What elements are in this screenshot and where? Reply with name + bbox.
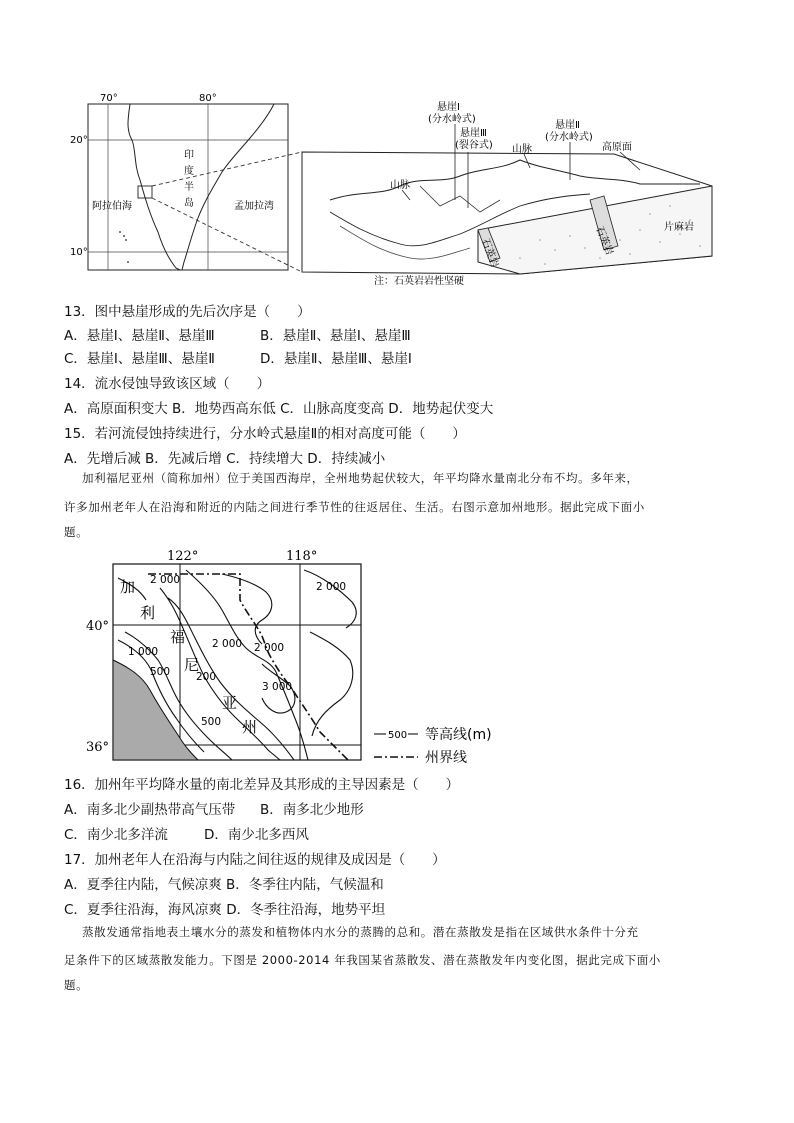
label-cliff2-title: 悬崖Ⅱ (555, 120, 580, 131)
q17-stem: 17．加州老年人在沿海与内陆之间往返的规律及成因是（ ） (64, 852, 446, 868)
contour-500-a: 500 (150, 666, 171, 678)
figure-india-cliffs (0, 0, 794, 300)
label-lat-40: 40° (86, 619, 110, 634)
q16-option-c[interactable]: C．南少北多洋流 (64, 827, 168, 843)
ca-name-2: 利 (140, 604, 156, 622)
label-cliff2-sub: (分水岭式) (545, 132, 593, 143)
label-lon-70: 70° (100, 93, 118, 104)
label-mountain-1: 山脉 (390, 180, 410, 191)
q13-option-c[interactable]: C．悬崖Ⅰ、悬崖Ⅲ、悬崖Ⅱ (64, 351, 215, 367)
contour-3000: 3 000 (262, 681, 293, 693)
label-india-3: 半 (184, 182, 194, 193)
contour-500-b: 500 (201, 716, 222, 728)
label-india-4: 岛 (184, 198, 194, 209)
label-cliff1-sub: (分水岭式) (428, 114, 476, 125)
label-gneiss: 片麻岩 (664, 222, 694, 233)
label-india-1: 印 (184, 150, 194, 161)
contour-2000-b: 2 000 (316, 581, 347, 593)
legend-contour-label: 等高线(m) (425, 727, 492, 743)
label-lon-80: 80° (199, 93, 217, 104)
q14-stem: 14．流水侵蚀导致该区域（ ） (64, 376, 271, 392)
q16-option-d[interactable]: D．南少北多西风 (204, 827, 309, 843)
figure-california-map (0, 540, 794, 770)
label-lat-36: 36° (86, 740, 110, 755)
map-legend (374, 726, 492, 766)
ca-name-1: 加 (120, 578, 136, 596)
label-lat-10: 10° (70, 247, 88, 258)
label-bengal-bay: 孟加拉湾 (234, 201, 274, 212)
label-cliff1-title: 悬崖Ⅰ (437, 102, 460, 113)
para2-line3: 题。 (64, 978, 89, 992)
label-india-2: 度 (184, 166, 194, 177)
contour-2000-c: 2 000 (212, 638, 243, 650)
contour-2000-d: 2 000 (254, 642, 285, 654)
q14-options[interactable]: A．高原面积变大 B．地势西高东低 C．山脉高度变高 D．地势起伏变大 (64, 401, 494, 417)
para1-line3: 题。 (64, 525, 89, 539)
ca-name-3: 福 (170, 628, 186, 646)
label-cliff3-title: 悬崖Ⅲ (460, 128, 487, 139)
ca-name-5: 亚 (222, 694, 238, 712)
q13-option-d[interactable]: D．悬崖Ⅱ、悬崖Ⅲ、悬崖Ⅰ (260, 351, 412, 367)
contour-2000-a: 2 000 (150, 574, 181, 586)
ca-name-6: 州 (242, 718, 258, 736)
block-diagram (302, 124, 712, 274)
q15-options[interactable]: A．先增后减 B．先减后增 C．持续增大 D．持续减小 (64, 451, 386, 467)
figure-note: 注：石英岩岩性坚硬 (374, 276, 464, 287)
label-quartzite-1: 石英岩 (479, 237, 500, 270)
label-cliff3-sub: (裂谷式) (455, 140, 493, 151)
label-lat-20: 20° (70, 135, 88, 146)
legend-boundary-label: 州界线 (425, 750, 467, 766)
ca-name-4: 尼 (184, 656, 200, 674)
label-lon-122: 122° (167, 549, 199, 564)
para2-line2: 足条件下的区域蒸散发能力。下图是 2000-2014 年我国某省蒸散发、潜在蒸散发年内变化图，据此完成下面小 (64, 953, 661, 967)
q16-stem: 16．加州年平均降水量的南北差异及其形成的主导因素是（ ） (64, 777, 460, 793)
contour-1000: 1 000 (128, 646, 159, 658)
para1-line1: 加利福尼亚州（简称加州）位于美国西海岸，全州地势起伏较大，年平均降水量南北分布不均。多年来， (82, 471, 639, 485)
contour-200: 200 (196, 671, 217, 683)
q17-options-ab[interactable]: A．夏季往内陆，气候凉爽 B．冬季往内陆，气候温和 (64, 877, 384, 893)
label-quartzite-2: 石英岩 (593, 225, 615, 257)
q13-option-b[interactable]: B．悬崖Ⅱ、悬崖Ⅰ、悬崖Ⅲ (260, 328, 411, 344)
legend-contour-value: 500 (388, 730, 408, 741)
para1-line2: 许多加州老年人在沿海和附近的内陆之间进行季节性的往返居住、生活。右图示意加州地形。据此完成下面小 (64, 500, 645, 514)
q13-stem: 13．图中悬崖形成的先后次序是（ ） (64, 304, 311, 320)
label-plateau: 高原面 (602, 142, 632, 153)
label-lon-118: 118° (286, 549, 318, 564)
q15-stem: 15．若河流侵蚀持续进行，分水岭式悬崖Ⅱ的相对高度可能（ ） (64, 426, 466, 442)
q13-option-a[interactable]: A．悬崖Ⅰ、悬崖Ⅱ、悬崖Ⅲ (64, 328, 215, 344)
q16-option-a[interactable]: A．南多北少副热带高气压带 (64, 802, 236, 818)
q16-option-b[interactable]: B．南多北少地形 (260, 802, 364, 818)
label-mountain-2: 山脉 (512, 144, 532, 155)
para2-line1: 蒸散发通常指地表土壤水分的蒸发和植物体内水分的蒸腾的总和。潜在蒸散发是指在区域供水条件十分充 (82, 925, 639, 939)
label-arabian-sea: 阿拉伯海 (92, 201, 132, 212)
q17-options-cd[interactable]: C．夏季往沿海，海风凉爽 D．冬季往沿海，地势平坦 (64, 902, 386, 918)
